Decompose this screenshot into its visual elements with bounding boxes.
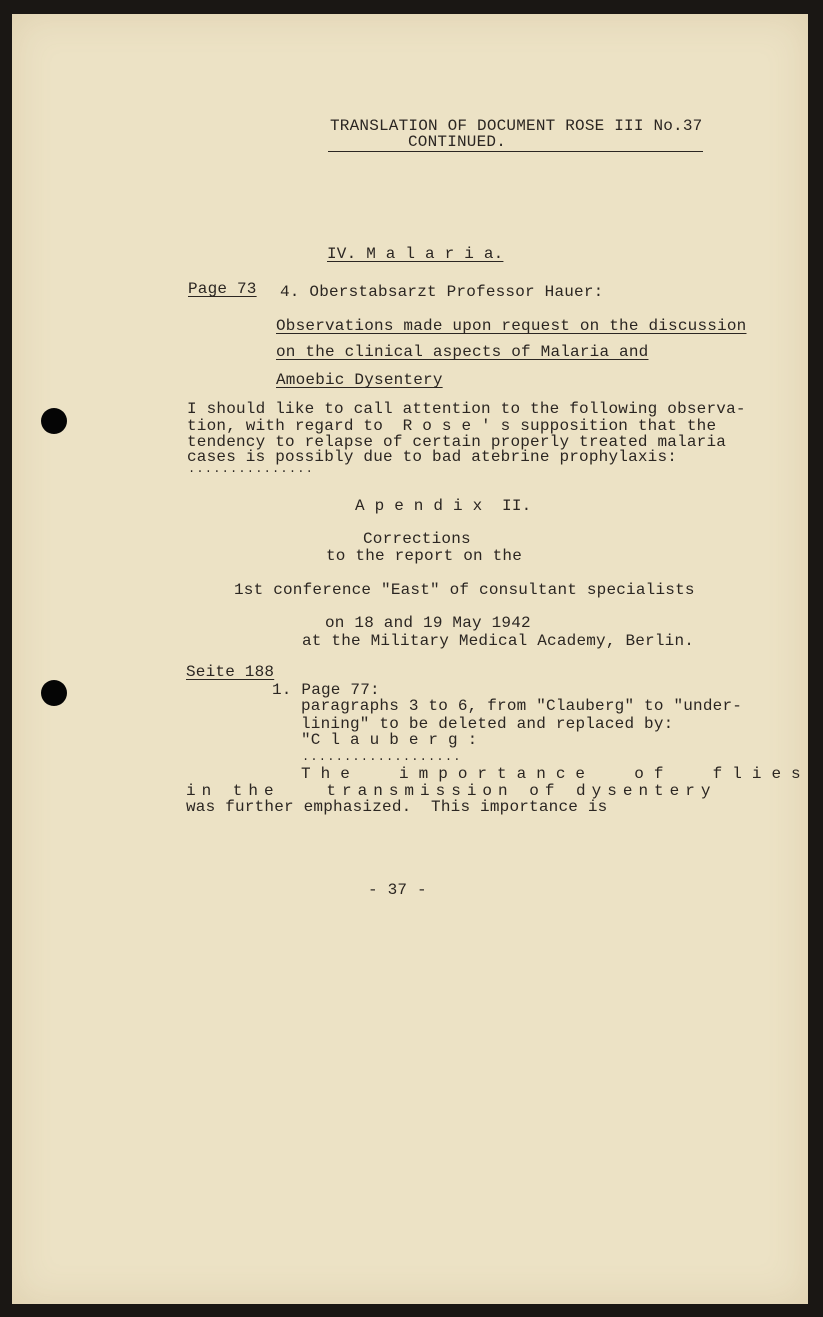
body-line-3: tendency to relapse of certain properly treated malaria [187, 433, 727, 451]
header-line-2: CONTINUED. [408, 133, 507, 151]
correction-line-3: "C l a u b e r g : [301, 731, 478, 749]
ellipsis-dots-1: ............... [188, 462, 315, 476]
ellipsis-dots-2: ................... [302, 750, 462, 764]
document-page [12, 14, 808, 1304]
body-line-4: cases is possibly due to bad atebrine prophylaxis: [187, 448, 678, 466]
body-line-1: I should like to call attention to the following observa- [187, 400, 746, 418]
subject-line-3: Amoebic Dysentery [276, 371, 443, 389]
appendix-line-3: 1st conference "East" of consultant specialists [234, 581, 695, 599]
page-number: - 37 - [368, 881, 427, 899]
correction-line-4: The importance of flies [301, 765, 811, 783]
appendix-title: A p e n d i x II. [355, 497, 532, 515]
punch-hole-bottom [41, 680, 67, 706]
appendix-line-2: to the report on the [326, 547, 523, 565]
body-line-2: tion, with regard to R o s e ' s supposition that the [187, 417, 717, 435]
header-rule [328, 151, 703, 152]
correction-line-1: paragraphs 3 to 6, from "Clauberg" to "under- [301, 697, 743, 715]
correction-line-5: in the transmission of dysentery [186, 782, 717, 800]
speaker-line: 4. Oberstabsarzt Professor Hauer: [280, 283, 604, 301]
section-title: IV. M a l a r i a. [327, 245, 504, 263]
subject-line-2: on the clinical aspects of Malaria and [276, 343, 649, 361]
header-line-1: TRANSLATION OF DOCUMENT ROSE III No.37 [330, 117, 703, 135]
seite-reference: Seite 188 [186, 663, 275, 681]
correction-line-2: lining" to be deleted and replaced by: [301, 715, 674, 733]
item-heading: 1. Page 77: [272, 681, 380, 699]
appendix-line-1: Corrections [363, 530, 471, 548]
punch-hole-top [41, 408, 67, 434]
appendix-line-4: on 18 and 19 May 1942 [325, 614, 531, 632]
page-reference: Page 73 [188, 280, 257, 298]
correction-line-6: was further emphasized. This importance is [186, 798, 608, 816]
appendix-line-5: at the Military Medical Academy, Berlin. [302, 632, 695, 650]
subject-line-1: Observations made upon request on the discussion [276, 317, 747, 335]
